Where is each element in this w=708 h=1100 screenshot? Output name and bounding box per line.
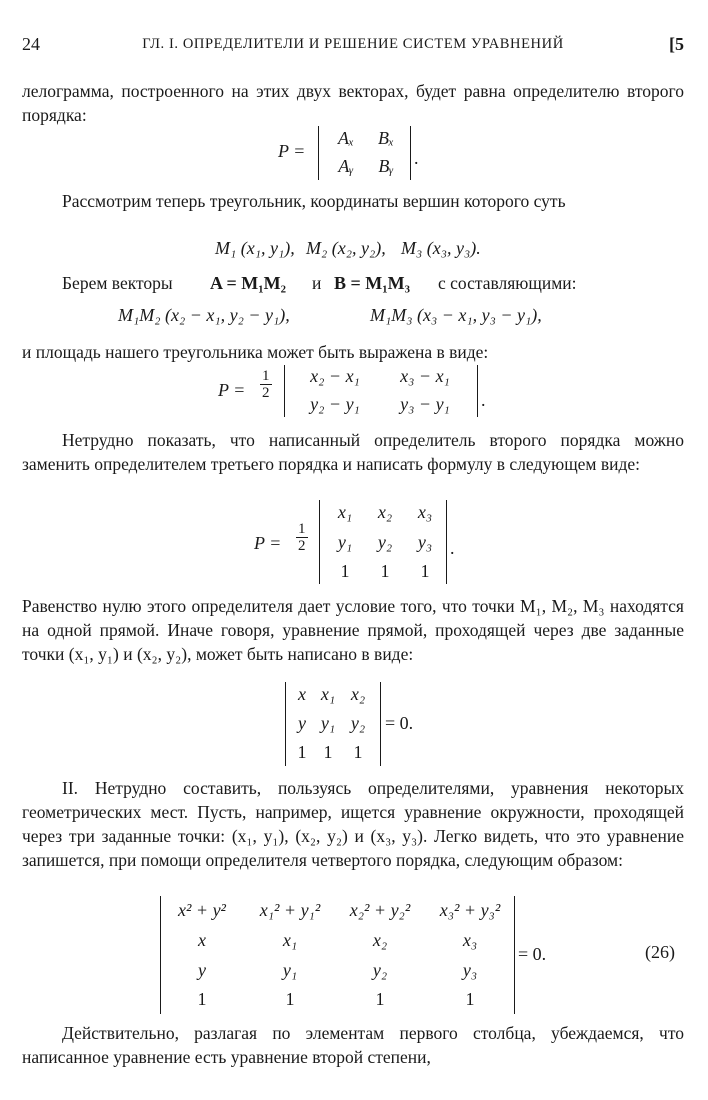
det-cell: Bₓ (377, 128, 395, 148)
det-cell: y₃ (417, 532, 433, 552)
vector-b: B = M₁M₃ (334, 273, 411, 293)
paragraph-2: Рассмотрим теперь треугольник, координаты вершин которого суть (62, 191, 566, 211)
formula-tail: = 0. (385, 713, 414, 733)
formula-tail: . (414, 148, 419, 168)
det-cell: Aₓ (337, 128, 355, 148)
det-left-bar (319, 500, 320, 584)
fraction-numerator: 1 (298, 521, 306, 537)
det-right-bar (446, 500, 447, 584)
det-cell: x₂ (372, 930, 388, 950)
vertex-m1: M₁ (x₁, y₁), (215, 238, 295, 258)
det-cell: x₁ (282, 930, 298, 950)
vectors-text-after: с составляющими: (438, 273, 577, 293)
det-cell: 1 (323, 742, 333, 762)
fraction-half (260, 368, 272, 401)
fraction-numerator: 1 (262, 368, 270, 384)
det-cell: y (198, 960, 206, 980)
det-cell: y₁ (320, 713, 336, 733)
det-cell: 1 (340, 561, 350, 581)
det-cell: x₃ − x₁ (400, 366, 450, 386)
vector-a: A = M₁M₂ (210, 273, 287, 293)
det-cell: 1 (353, 742, 363, 762)
det-cell: x₃ (417, 502, 433, 522)
det-cell: x (198, 930, 206, 950)
det-left-bar (284, 365, 285, 417)
det-cell: x₁ (320, 684, 336, 704)
det-cell: x₂ (377, 502, 393, 522)
component-m1m2: M₁M₂ (x₂ − x₁, y₂ − y₁), (118, 305, 290, 325)
det-cell: 1 (465, 989, 475, 1009)
running-title: ГЛ. I. ОПРЕДЕЛИТЕЛИ И РЕШЕНИЕ СИСТЕМ УРАВНЕНИЙ (142, 36, 564, 52)
formula-lhs: P = (218, 380, 246, 400)
det-cell: y₂ − y₁ (310, 394, 360, 414)
formula-lhs: P = (278, 141, 306, 161)
vertex-m3: M₃ (x₃, y₃). (401, 238, 481, 258)
det-cell: y₃ − y₁ (400, 394, 450, 414)
det-cell: x₁² + y₁² (259, 900, 321, 920)
paragraph-7: II. Нетрудно составить, пользуясь определителями, уравнения некоторых геометрических мест. Пусть, например, ищется уравнение окружности, проходящей через три заданные точки: (x₁, y₁), (x₂, y₂) и (x₃, y₃). Легко видеть, что это уравнение запишется, при помощи определителя четвертого порядка, следующим образом: (22, 778, 684, 870)
formula-tail: . (481, 390, 486, 410)
det-cell: y₂ (372, 960, 388, 980)
det-cell: x (298, 684, 306, 704)
vectors-text-before: Берем векторы (62, 273, 173, 293)
det-cell: x² + y² (178, 900, 226, 920)
paragraph-4: и площадь нашего треугольника может быть выражена в виде: (22, 342, 489, 362)
paragraph-8: Действительно, разлагая по элементам первого столбца, убеждаемся, что написанное уравнение есть уравнение второй степени, (22, 1023, 684, 1067)
paragraph-6: Равенство нулю этого определителя дает условие того, что точки M₁, M₂, M₃ находятся на одной прямой. Иначе говоря, уравнение прямой, проходящей через две заданные точки (x₁, y₁) и (x₂, y₂), может быть написано в виде: (22, 596, 684, 664)
det-cell: 1 (285, 989, 295, 1009)
det-cell: x₂ (350, 684, 366, 704)
det-cell: y₁ (337, 532, 353, 552)
det-cell: y₂ (377, 532, 393, 552)
det-cell: y₁ (282, 960, 298, 980)
vertex-m2: M₂ (x₂, y₂), (306, 238, 386, 258)
component-m1m3: M₁M₃ (x₃ − x₁, y₃ − y₁), (370, 305, 542, 325)
formula-lhs: P = (254, 533, 282, 553)
det-right-bar (380, 682, 381, 766)
det-right-bar (410, 126, 411, 180)
running-header (22, 34, 684, 60)
det-cell: y₃ (462, 960, 478, 980)
det-left-bar (318, 126, 319, 180)
section-mark: [5 (669, 34, 684, 54)
vectors-text-and: и (312, 273, 322, 293)
det-cell: 1 (297, 742, 307, 762)
paragraph-5: Нетрудно показать, что написанный определитель второго порядка можно заменить определителем третьего порядка и написать формулу в следующем виде: (22, 430, 684, 474)
det-cell: x₂ − x₁ (310, 366, 360, 386)
det-cell: 1 (375, 989, 385, 1009)
det-cell: Bᵧ (378, 156, 394, 176)
det-cell: x₁ (337, 502, 353, 522)
fraction-half (296, 521, 308, 554)
det-left-bar (285, 682, 286, 766)
det-left-bar (160, 896, 161, 1014)
det-right-bar (477, 365, 478, 417)
equation-number: (26) (645, 942, 675, 962)
det-cell: 1 (420, 561, 430, 581)
det-cell: x₃ (462, 930, 478, 950)
formula-tail: . (450, 538, 455, 558)
det-right-bar (514, 896, 515, 1014)
page-number: 24 (22, 34, 40, 54)
det-cell: x₂² + y₂² (349, 900, 411, 920)
det-cell: y₂ (350, 713, 366, 733)
paragraph-1: лелограмма, построенного на этих двух векторах, будет равна определителю второго порядка: (22, 81, 684, 125)
det-cell: 1 (197, 989, 207, 1009)
det-cell: x₃² + y₃² (439, 900, 501, 920)
det-cell: 1 (380, 561, 390, 581)
det-cell: y (298, 713, 306, 733)
fraction-denominator: 2 (262, 385, 270, 401)
fraction-denominator: 2 (298, 538, 306, 554)
det-cell: Aᵧ (338, 156, 354, 176)
formula-tail: = 0. (518, 944, 547, 964)
